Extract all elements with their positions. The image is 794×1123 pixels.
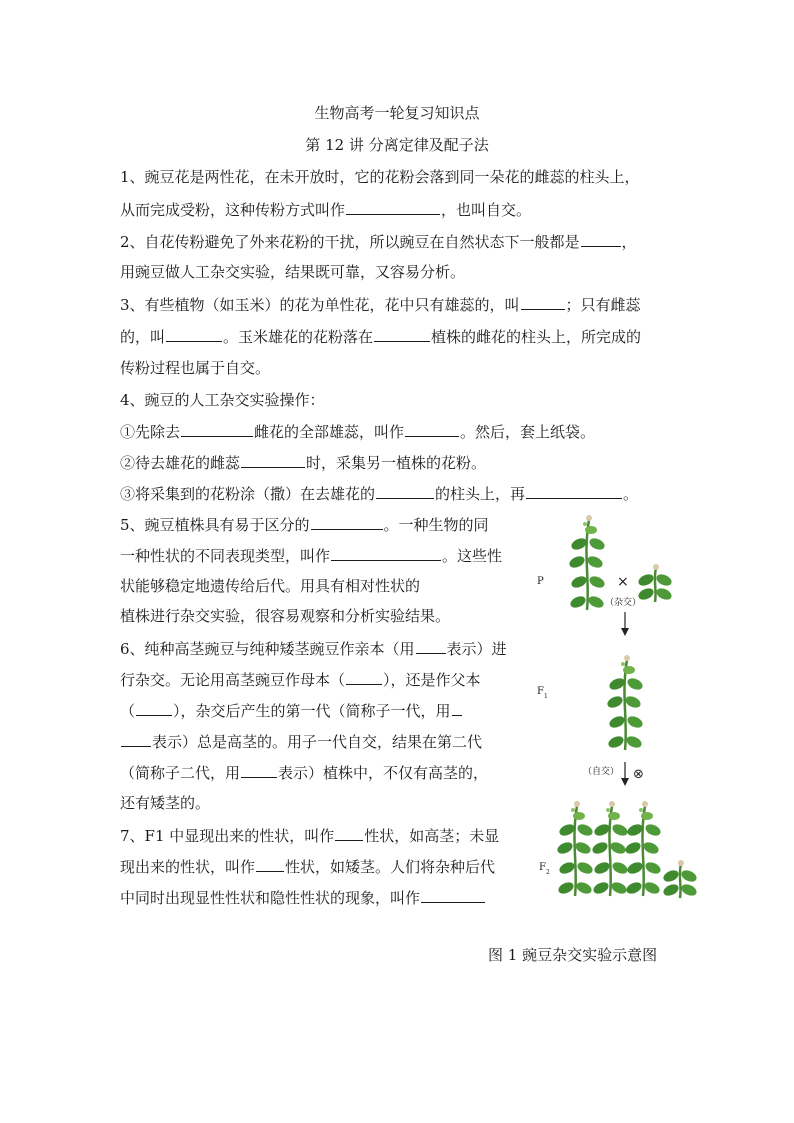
cross-label: （杂交） — [605, 598, 642, 608]
fill-blank[interactable] — [166, 326, 222, 342]
text-line: 1、豌豆花是两性花，在未开放时，它的花粉会落到同一朵花的雌蕊的柱头上， — [120, 168, 640, 186]
text-line: 3、有些植物（如玉米）的花为单性花，花中只有雄蕊的，叫 ；只有雌蕊 — [120, 296, 641, 314]
text-line: ②待去雄花的雌蕊 时，采集另一植株的花粉。 — [120, 454, 487, 472]
pea-cross-illustration — [525, 510, 705, 910]
cross-symbol: × — [617, 574, 629, 590]
lecture-subtitle: 第 12 讲 分离定律及配子法 — [305, 136, 489, 154]
text-line: 植株进行杂交实验，很容易观察和分析实验结果。 — [120, 607, 451, 625]
label-f1: F — [537, 686, 544, 697]
fill-blank[interactable] — [521, 294, 565, 310]
fill-blank[interactable] — [416, 638, 446, 654]
text-line: 表示）总是高茎的。用子一代自交，结果在第二代 — [120, 731, 482, 752]
self-symbol: ⊗ — [633, 767, 644, 782]
text-line: 现出来的性状，叫作 性状，如矮茎。人们将杂种后代 — [120, 858, 496, 876]
text-line: 用豌豆做人工杂交实验，结果既可靠，又容易分析。 — [120, 263, 466, 281]
text-line: ③将采集到的花粉涂（撒）在去雄花的 的柱头上，再 。 — [120, 485, 639, 503]
label-f1-subscript: 1 — [544, 693, 548, 700]
text-line: 状能够稳定地遗传给后代。用具有相对性状的 — [120, 577, 421, 595]
section-heading: 4、豌豆的人工杂交实验操作： — [120, 391, 325, 409]
text-line: 中同时出现显性性状和隐性性状的现象，叫作 — [120, 887, 486, 908]
text-line: （ ），杂交后产生的第一代（简称子一代，用 — [120, 700, 463, 721]
fill-blank[interactable] — [374, 326, 430, 342]
fill-blank[interactable] — [121, 731, 151, 747]
label-f2: F — [539, 862, 546, 873]
fill-blank[interactable] — [181, 421, 253, 437]
text-line: （简称子二代，用 表示）植株中，不仅有高茎的， — [120, 764, 489, 782]
text-line: 的，叫 。玉米雄花的花粉落在 植株的雌花的柱头上，所完成的 — [120, 328, 642, 346]
fill-blank[interactable] — [241, 452, 305, 468]
pea-cross-diagram — [525, 510, 705, 910]
label-f2-subscript: 2 — [546, 869, 550, 876]
text-line: 5、豌豆植株具有易于区分的 。一种生物的同 — [120, 516, 489, 534]
fill-blank[interactable] — [241, 762, 277, 778]
fill-blank[interactable] — [376, 483, 434, 499]
fill-blank[interactable] — [136, 700, 172, 716]
fill-blank[interactable] — [335, 825, 363, 841]
text-line: 从而完成受粉，这种传粉方式叫作 ，也叫自交。 — [120, 201, 532, 219]
text-line: 2、自花传粉避免了外来花粉的干扰，所以豌豆在自然状态下一般都是 ， — [120, 233, 637, 251]
text-line: 一种性状的不同表现类型，叫作 。这些性 — [120, 547, 503, 565]
fill-blank[interactable] — [331, 545, 441, 561]
fill-blank[interactable] — [346, 199, 440, 215]
self-label: （自交） — [583, 767, 620, 777]
fill-blank[interactable] — [311, 514, 383, 530]
fill-blank[interactable] — [256, 856, 284, 872]
fill-blank[interactable] — [421, 887, 485, 903]
text-line: 传粉过程也属于自交。 — [120, 359, 271, 377]
fill-blank[interactable] — [405, 421, 459, 437]
text-line: 还有矮茎的。 — [120, 794, 211, 812]
fill-blank[interactable] — [452, 700, 462, 716]
fill-blank[interactable] — [526, 483, 622, 499]
text-line: 6、纯种高茎豌豆与纯种矮茎豌豆作亲本（用 表示）进 — [120, 640, 507, 658]
text-line: 行杂交。无论用高茎豌豆作母本（ ），还是作父本 — [120, 671, 481, 689]
text-line: ①先除去 雌花的全部雄蕊，叫作 。然后，套上纸袋。 — [120, 423, 596, 441]
figure-caption: 图 1 豌豆杂交实验示意图 — [488, 946, 658, 964]
fill-blank[interactable] — [581, 231, 621, 247]
text-line: 7、F1 中显现出来的性状，叫作 性状，如高茎；未显 — [120, 827, 500, 845]
label-p: P — [537, 576, 544, 587]
page-title: 生物高考一轮复习知识点 — [314, 104, 480, 122]
fill-blank[interactable] — [346, 669, 382, 685]
